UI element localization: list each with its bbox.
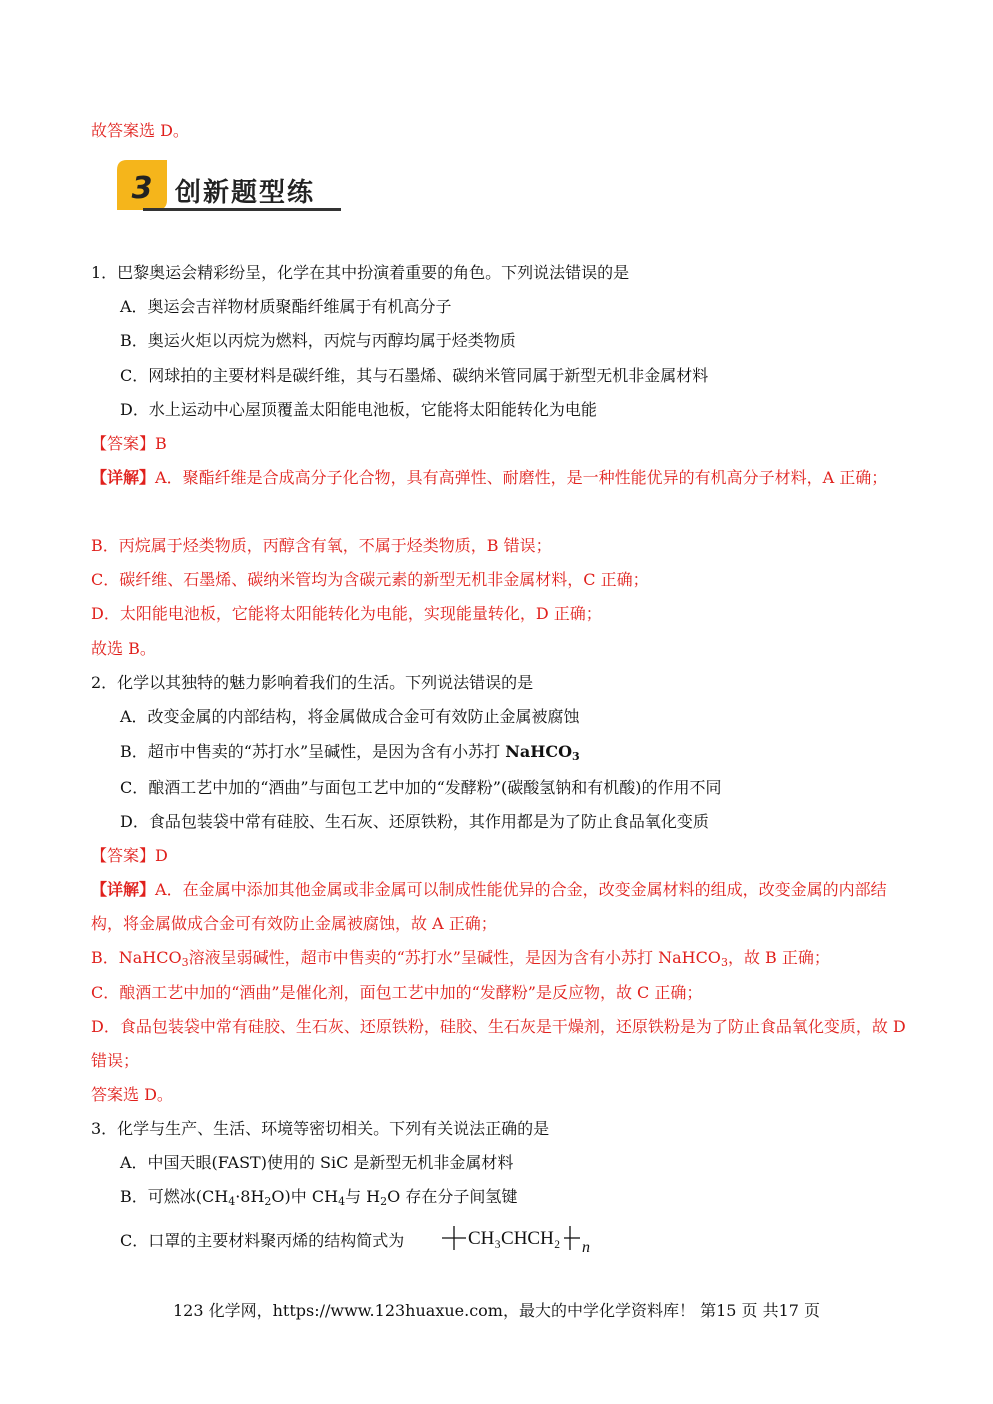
q3-b-part3: O)中 CH	[271, 1187, 339, 1206]
q1-option-d: D．水上运动中心屋顶覆盖太阳能电池板，它能将太阳能转化为电能	[120, 400, 597, 419]
section-title: 创新题型练	[175, 178, 316, 208]
q2-option-b-text: B．超市中售卖的“苏打水”呈碱性，是因为含有小苏打	[120, 742, 501, 761]
q3-b-sub3: 4	[338, 1195, 346, 1208]
q3-stem: 3．化学与生产、生活、环境等密切相关。下列有关说法正确的是	[91, 1119, 550, 1138]
q3-b-part1: B．可燃冰(CH	[120, 1187, 229, 1206]
q1-option-a: A．奥运会吉祥物材质聚酯纤维属于有机高分子	[120, 297, 452, 316]
q2-option-c: C．酿酒工艺中加的“酒曲”与面包工艺中加的“发酵粉”(碳酸氢钠和有机酸)的作用不同	[120, 778, 722, 797]
polypropylene-structure	[438, 1222, 598, 1256]
q3-option-a: A．中国天眼(FAST)使用的 SiC 是新型无机非金属材料	[120, 1153, 514, 1172]
q2-detail-b-part3: ，故 B 正确；	[727, 948, 830, 967]
q3-b-part2: ·8H	[235, 1187, 265, 1206]
q2-option-d: D．食品包装袋中常有硅胶、生石灰、还原铁粉，其作用都是为了防止食品氧化变质	[120, 812, 709, 831]
q2-stem: 2．化学以其独特的魅力影响着我们的生活。下列说法错误的是	[91, 673, 534, 692]
q1-stem: 1．巴黎奥运会精彩纷呈，化学在其中扮演着重要的角色。下列说法错误的是	[91, 263, 630, 282]
q2-detail-b-sub2: 3	[720, 956, 728, 969]
q2-option-b	[120, 741, 580, 763]
q1-answer: 【答案】B	[91, 434, 167, 453]
q2-detail-b-sub1: 3	[181, 956, 189, 969]
q1-detail-label: 【详解】	[91, 468, 156, 487]
q3-b-sub2: 2	[264, 1195, 272, 1208]
page-footer: 123 化学网，https://www.123huaxue.com，最大的中学化学资料库！ 第15 页 共17 页	[172, 1301, 821, 1320]
intro-answer: 故答案选 D。	[91, 121, 189, 140]
q3-b-sub1: 4	[228, 1195, 236, 1208]
section-underline	[143, 208, 341, 211]
q2-detail-a-text: A．在金属中添加其他金属或非金属可以制成性能优异的合金，改变金属材料的组成，改变金属的内部结构，将金属做成合金可有效防止金属被腐蚀，故 A 正确；	[91, 880, 887, 933]
q3-b-part5: O 存在分子间氢键	[387, 1187, 518, 1206]
polypropylene-n: n	[582, 1239, 590, 1256]
q2-answer: 【答案】D	[91, 846, 168, 865]
q1-detail-d: D．太阳能电池板，它能将太阳能转化为电能，实现能量转化，D 正确；	[91, 604, 602, 623]
section-header	[113, 158, 341, 214]
q1-detail-a	[91, 461, 906, 495]
q2-detail-b-part1: B．NaHCO	[91, 948, 182, 967]
polypropylene-formula: CH₃CHCH₂	[468, 1228, 561, 1249]
q2-option-b-sub: 3	[572, 750, 580, 763]
q1-option-b: B．奥运火炬以丙烷为燃料，丙烷与丙醇均属于烃类物质	[120, 331, 516, 350]
q2-conclusion: 答案选 D。	[91, 1085, 173, 1104]
q2-detail-c: C．酿酒工艺中加的“酒曲”是催化剂，面包工艺中加的“发酵粉”是反应物，故 C 正确；	[91, 983, 703, 1002]
section-number: 3	[131, 171, 153, 206]
q2-detail-b	[91, 947, 830, 969]
q2-detail-b-part2: 溶液呈弱碱性，超市中售卖的“苏打水”呈碱性，是因为含有小苏打 NaHCO	[188, 948, 721, 967]
q3-b-sub4: 2	[380, 1195, 388, 1208]
q1-option-c: C．网球拍的主要材料是碳纤维，其与石墨烯、碳纳米管同属于新型无机非金属材料	[120, 366, 709, 385]
q3-option-c: C．口罩的主要材料聚丙烯的结构简式为	[120, 1231, 405, 1250]
q1-conclusion: 故选 B。	[91, 639, 156, 658]
q2-option-b-formula: NaHCO	[505, 742, 572, 761]
q1-detail-b: B．丙烷属于烃类物质，丙醇含有氧，不属于烃类物质，B 错误；	[91, 536, 552, 555]
q1-detail-a-text: A．聚酯纤维是合成高分子化合物，具有高弹性、耐磨性，是一种性能优异的有机高分子材料，A 正确；	[155, 468, 888, 487]
q2-option-a: A．改变金属的内部结构，将金属做成合金可有效防止金属被腐蚀	[120, 707, 580, 726]
section-number-badge-icon	[113, 158, 173, 214]
q1-detail-c: C．碳纤维、石墨烯、碳纳米管均为含碳元素的新型无机非金属材料，C 正确；	[91, 570, 649, 589]
q3-b-part4: 与 H	[345, 1187, 381, 1206]
q2-detail-label: 【详解】	[91, 880, 156, 899]
q3-option-b	[120, 1186, 517, 1208]
q2-detail-d: D．食品包装袋中常有硅胶、生石灰、还原铁粉，硅胶、生石灰是干燥剂，还原铁粉是为了防止食品氧化变质，故 D 错误；	[91, 1017, 906, 1070]
q2-detail-a	[91, 873, 906, 941]
